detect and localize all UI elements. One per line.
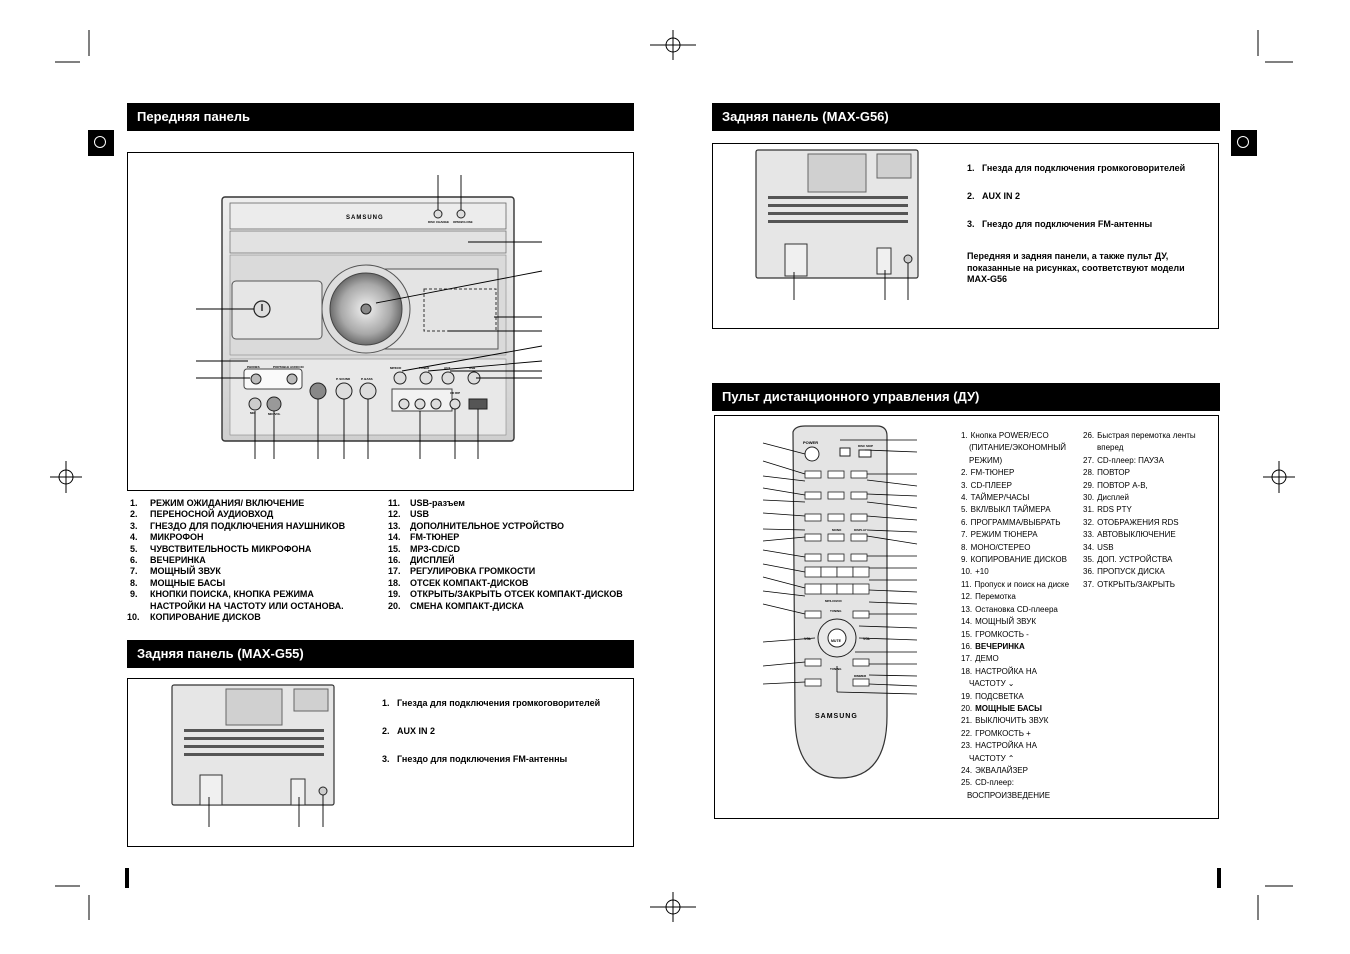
legend-item: 3. ГНЕЗДО ДЛЯ ПОДКЛЮЧЕНИЯ НАУШНИКОВ: [130, 520, 346, 531]
front-panel-legend-right: [388, 498, 638, 612]
legend-item: 8. МОНО/СТЕРЕО: [961, 542, 1031, 552]
back-panel-g55-legend: [382, 698, 627, 782]
language-marker-left-icon: [88, 130, 114, 156]
legend-item: 14. FM-ТЮНЕР: [388, 532, 460, 543]
chevron-up-icon: ⌃: [1007, 753, 1015, 763]
front-panel-drawing: [128, 153, 635, 492]
legend-item: 28. ПОВТОР: [1083, 468, 1130, 478]
remote-tuning-top-label: TUNING: [830, 609, 842, 613]
legend-item: НАСТРОЙКИ НА ЧАСТОТУ ИЛИ ОСТАНОВА.: [150, 600, 344, 611]
legend-item: 34. USB: [1083, 542, 1114, 552]
legend-item: 10. +10: [961, 567, 989, 577]
legend-item: (ПИТАНИЕ/ЭКОНОМНЫЙ: [969, 443, 1067, 453]
back-panel-g56-legend: [967, 163, 1212, 247]
legend-item: 6. ВЕЧЕРИНКА: [130, 555, 206, 566]
label-mic-vol: MIC VOL: [268, 412, 281, 416]
legend-item: 5. ВКЛ/ВЫКЛ ТАЙМЕРА: [961, 505, 1051, 515]
legend-item: 13. Остановка CD-плеера: [961, 604, 1058, 614]
remote-vol-minus-label: VOL: [804, 637, 812, 641]
legend-item: 21. ВЫКЛЮЧИТЬ ЗВУК: [961, 716, 1049, 726]
legend-item: 1. Кнопка POWER/ECO: [961, 431, 1049, 440]
legend-item: 17. РЕГУЛИРОВКА ГРОМКОСТИ: [388, 566, 536, 577]
legend-item: ЧАСТОТУ ⌃: [961, 753, 1086, 765]
label-usb: USB: [469, 366, 476, 370]
legend-item: 7. РЕЖИМ ТЮНЕРА: [961, 530, 1038, 540]
remote-mp3-cd-label: MP3-CD/CD: [825, 599, 842, 603]
remote-dimmer-label: DIMMER: [854, 674, 867, 678]
label-p-sound: P. SOUND: [336, 377, 351, 381]
legend-item: 8. МОЩНЫЕ БАСЫ: [130, 577, 226, 588]
label-disc-change: DISC CHANGE: [428, 220, 450, 224]
legend-item: 25. CD-плеер:: [961, 778, 1014, 788]
legend-item: 19. ОТКРЫТЬ/ЗАКРЫТЬ ОТСЕК КОМПАКТ-ДИСКОВ: [388, 589, 623, 600]
legend-item: 31. RDS PTY: [1083, 505, 1132, 515]
remote-power-label: POWER: [803, 440, 819, 445]
model-note-line: MAX-G56: [967, 274, 1008, 284]
legend-item: 3. Гнездо для подключения FM-антенны: [967, 219, 1153, 229]
legend-item: 2. AUX IN 2: [382, 726, 436, 736]
language-marker-right-icon: [1231, 130, 1257, 156]
label-phones: PHONES: [247, 365, 260, 369]
legend-item: 26. Быстрая перемотка ленты: [1083, 431, 1196, 440]
front-panel-title: Передняя панель: [127, 103, 634, 131]
model-note-line: Передняя и задняя панели, а также пульт ДУ,: [967, 251, 1169, 261]
legend-item: 20. СМЕНА КОМПАКТ-ДИСКА: [388, 600, 524, 611]
legend-item: 1. РЕЖИМ ОЖИДАНИЯ/ ВКЛЮЧЕНИЕ: [130, 498, 305, 508]
legend-item: 23. НАСТРОЙКА НА: [961, 741, 1037, 751]
label-mp3-cd: MP3/CD: [390, 366, 402, 370]
legend-item: 2. AUX IN 2: [967, 191, 1021, 201]
legend-item: РЕЖИМ): [969, 455, 1003, 465]
front-panel-legend-left: [127, 498, 390, 623]
legend-item: 20. МОЩНЫЕ БАСЫ: [961, 703, 1042, 713]
legend-item: 14. МОЩНЫЙ ЗВУК: [961, 617, 1036, 627]
legend-item: 12. USB: [388, 509, 430, 520]
legend-item: 33. АВТОВЫКЛЮЧЕНИЕ: [1083, 530, 1176, 540]
legend-item: 10. КОПИРОВАНИЕ ДИСКОВ: [127, 612, 261, 623]
legend-item: 6. ПРОГРАММА/ВЫБРАТЬ: [961, 517, 1061, 527]
legend-item: 16. ВЕЧЕРИНКА: [961, 641, 1025, 651]
chevron-down-icon: ⌄: [1007, 679, 1015, 689]
remote-vol-plus-label: VOL: [863, 637, 871, 641]
label-portable-audio-in: PORTABLE AUDIO IN: [273, 365, 304, 369]
legend-item: 7. МОЩНЫЙ ЗВУК: [130, 566, 221, 577]
remote-figure: [714, 415, 1219, 819]
back-panel-g56-title: Задняя панель (MAX-G56): [712, 103, 1220, 131]
remote-mono-label: MONO: [832, 528, 842, 532]
legend-item: 12. Перемотка: [961, 592, 1016, 602]
legend-item: 3. Гнездо для подключения FM-антенны: [382, 754, 568, 764]
legend-item: 15. ГРОМКОСТЬ -: [961, 629, 1029, 639]
label-cd-rip: CD RIP: [450, 391, 461, 395]
legend-item: 37. ОТКРЫТЬ/ЗАКРЫТЬ: [1083, 579, 1176, 589]
front-panel-figure: [127, 152, 634, 491]
legend-item: 9. КОПИРОВАНИЕ ДИСКОВ: [961, 555, 1067, 565]
legend-item: вперед: [1097, 443, 1124, 453]
back-panel-g55-title: Задняя панель (MAX-G55): [127, 640, 634, 668]
legend-item: 16. ДИСПЛЕЙ: [388, 555, 455, 566]
label-aux: AUX: [444, 366, 451, 370]
brand-logo: SAMSUNG: [346, 215, 384, 221]
legend-item: 22. ГРОМКОСТЬ +: [961, 728, 1031, 738]
legend-item: 11. Пропуск и поиск на диске: [961, 579, 1070, 589]
legend-item: 11. USB-разъем: [388, 498, 465, 508]
legend-item: 18. НАСТРОЙКА НА: [961, 666, 1037, 676]
label-mic: MIC: [250, 411, 256, 415]
legend-item: 36. ПРОПУСК ДИСКА: [1083, 567, 1165, 577]
legend-item: 5. ЧУВСТВИТЕЛЬНОСТЬ МИКРОФОНА: [130, 543, 312, 554]
legend-item: 2. FM-ТЮНЕР: [961, 468, 1015, 478]
back-panel-g56-figure: [712, 143, 1219, 329]
legend-item: 9. КНОПКИ ПОИСКА, КНОПКА РЕЖИМА: [130, 589, 314, 600]
remote-tuning-bottom-label: TUNING: [830, 667, 842, 671]
legend-item: 24. ЭКВАЛАЙЗЕР: [961, 765, 1028, 775]
legend-item: 4. ТАЙМЕР/ЧАСЫ: [961, 493, 1030, 503]
legend-item: 19. ПОДСВЕТКА: [961, 691, 1024, 701]
legend-item: 15. MP3-CD/CD: [388, 543, 461, 554]
legend-item: 1. Гнезда для подключения громкоговорителей: [382, 698, 601, 708]
legend-item: 18. ОТСЕК КОМПАКТ-ДИСКОВ: [388, 577, 529, 588]
legend-item: 35. ДОП. УСТРОЙСТВА: [1083, 555, 1173, 565]
model-note: [967, 251, 1212, 286]
legend-item: 27. CD-плеер: ПАУЗА: [1083, 455, 1164, 465]
legend-item: 3. CD-ПЛЕЕР: [961, 480, 1012, 490]
remote-brand-logo: SAMSUNG: [815, 713, 858, 720]
legend-item: 17. ДЕМО: [961, 654, 999, 664]
back-panel-g55-figure: [127, 678, 634, 847]
remote-legend-col2: [1083, 430, 1213, 591]
label-open-close: OPEN/CLOSE: [453, 220, 473, 224]
legend-item: ВОСПРОИЗВЕДЕНИЕ: [967, 790, 1051, 800]
label-tuner: TUNER: [419, 366, 430, 370]
label-p-bass: P. BASS: [361, 377, 373, 381]
remote-display-label: DISPLAY: [854, 528, 867, 532]
remote-disc-skip-label: DISC SKIP: [858, 444, 874, 448]
model-note-line: показанные на рисунках, соответствуют модели: [967, 262, 1185, 273]
remote-mute-label: MUTE: [831, 639, 841, 643]
legend-item: 4. МИКРОФОН: [130, 532, 204, 543]
legend-item: 29. ПОВТОР A-B,: [1083, 480, 1148, 490]
legend-item: 32. ОТОБРАЖЕНИЯ RDS: [1083, 517, 1179, 527]
remote-title: Пульт дистанционного управления (ДУ): [712, 383, 1220, 411]
legend-item: 30. Дисплей: [1083, 493, 1129, 503]
legend-item: ЧАСТОТУ ⌄: [961, 678, 1086, 690]
legend-item: 13. ДОПОЛНИТЕЛЬНОЕ УСТРОЙСТВО: [388, 520, 565, 531]
legend-item: 1. Гнезда для подключения громкоговорителей: [967, 163, 1186, 173]
remote-legend-col1: [961, 430, 1086, 802]
legend-item: 2. ПЕРЕНОСНОЙ АУДИОВХОД: [130, 509, 274, 520]
